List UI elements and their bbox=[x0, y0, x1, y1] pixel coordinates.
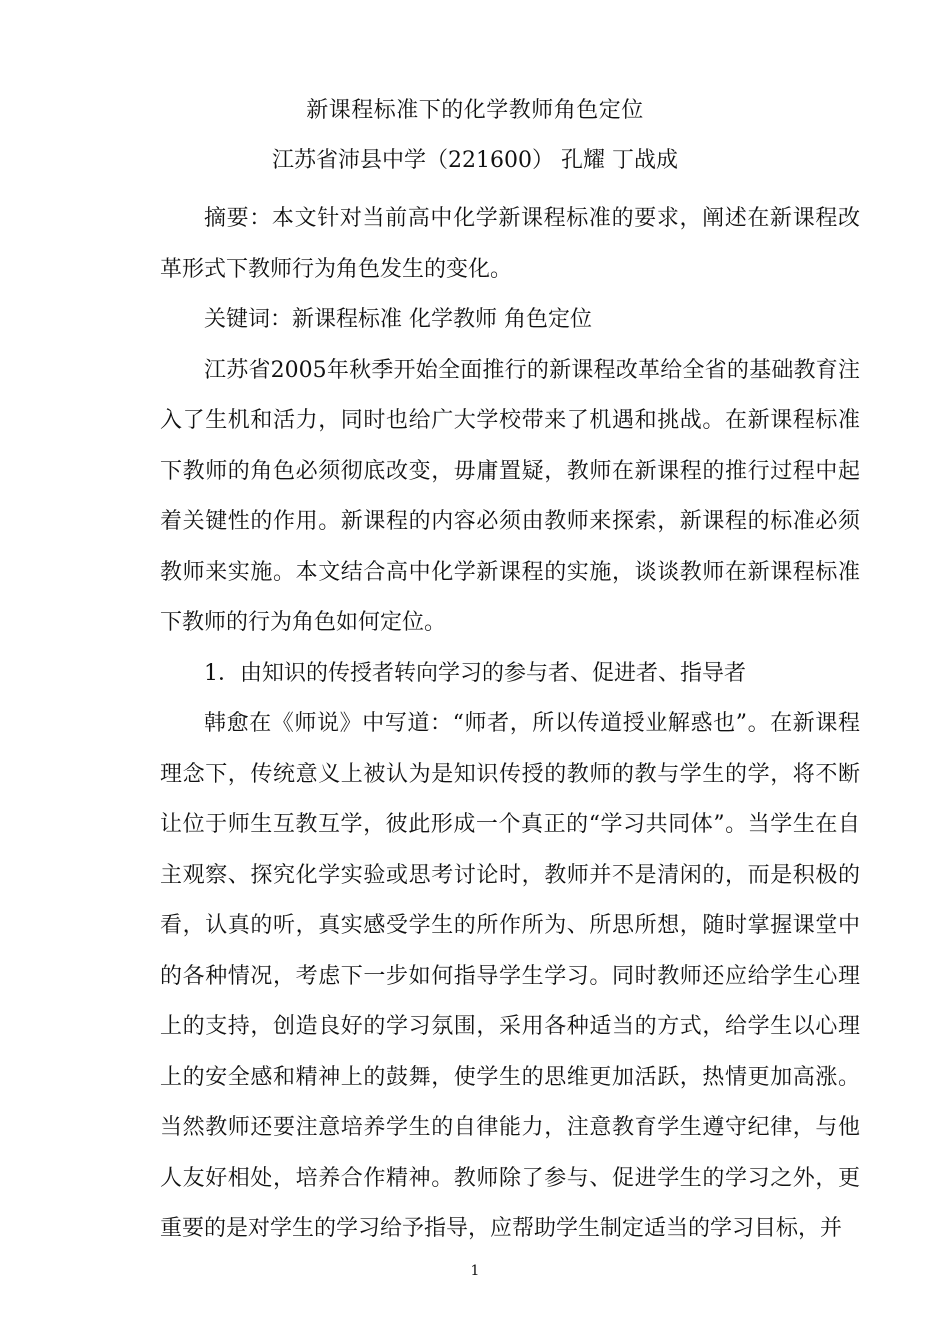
document-title: 新课程标准下的化学教师角色定位 bbox=[306, 98, 644, 123]
intro-paragraph: 江苏省2005年秋季开始全面推行的新课程改革给全省的基础教育注入了生机和活力，同时也给广大学校带来了机遇和挑战。在新课程标准下教师的角色必须彻底改变，毋庸置疑，教师在新课程的推行过程中起着关键性的作用。新课程的内容必须由教师来探索，新课程的标准必须教师来实施。本文结合高中化学新课程的实施，谈谈教师在新课程标准下教师的行为角色如何定位。 bbox=[160, 357, 860, 635]
page-number: 1 bbox=[470, 1263, 480, 1279]
author-affiliation: 江苏省沛县中学（221600） 孔耀 丁战成 bbox=[272, 148, 678, 173]
keywords-paragraph: 关键词：新课程标准 化学教师 角色定位 bbox=[204, 307, 592, 332]
section-1-paragraph: 韩愈在《师说》中写道：“师者，所以传道授业解惑也”。在新课程理念下，传统意义上被认为是知识传授的教师的教与学生的学，将不断让位于师生互教互学，彼此形成一个真正的“学习共同体”。当学生在自主观察、探究化学实验或思考讨论时，教师并不是清闲的，而是积极的看，认真的听，真实感受学生的所作所为、所思所想，随时掌握课堂中的各种情况，考虑下一步如何指导学生学习。同时教师还应给学生心理上的支持，创造良好的学习氛围，采用各种适当的方式，给学生以心理上的安全感和精神上的鼓舞，使学生的思维更加活跃，热情更加高涨。当然教师还要注意培养学生的自律能力，注意教育学生遵守纪律，与他人友好相处，培养合作精神。教师除了参与、促进学生的学习之外，更重要的是对学生的学习给予指导，应帮助学生制定适当的学习目标，并 bbox=[160, 711, 860, 1241]
abstract-paragraph: 摘要：本文针对当前高中化学新课程标准的要求，阐述在新课程改革形式下教师行为角色发生的变化。 bbox=[160, 206, 860, 282]
document-body bbox=[160, 194, 860, 1255]
section-heading-1: 1．由知识的传授者转向学习的参与者、促进者、指导者 bbox=[204, 660, 746, 686]
